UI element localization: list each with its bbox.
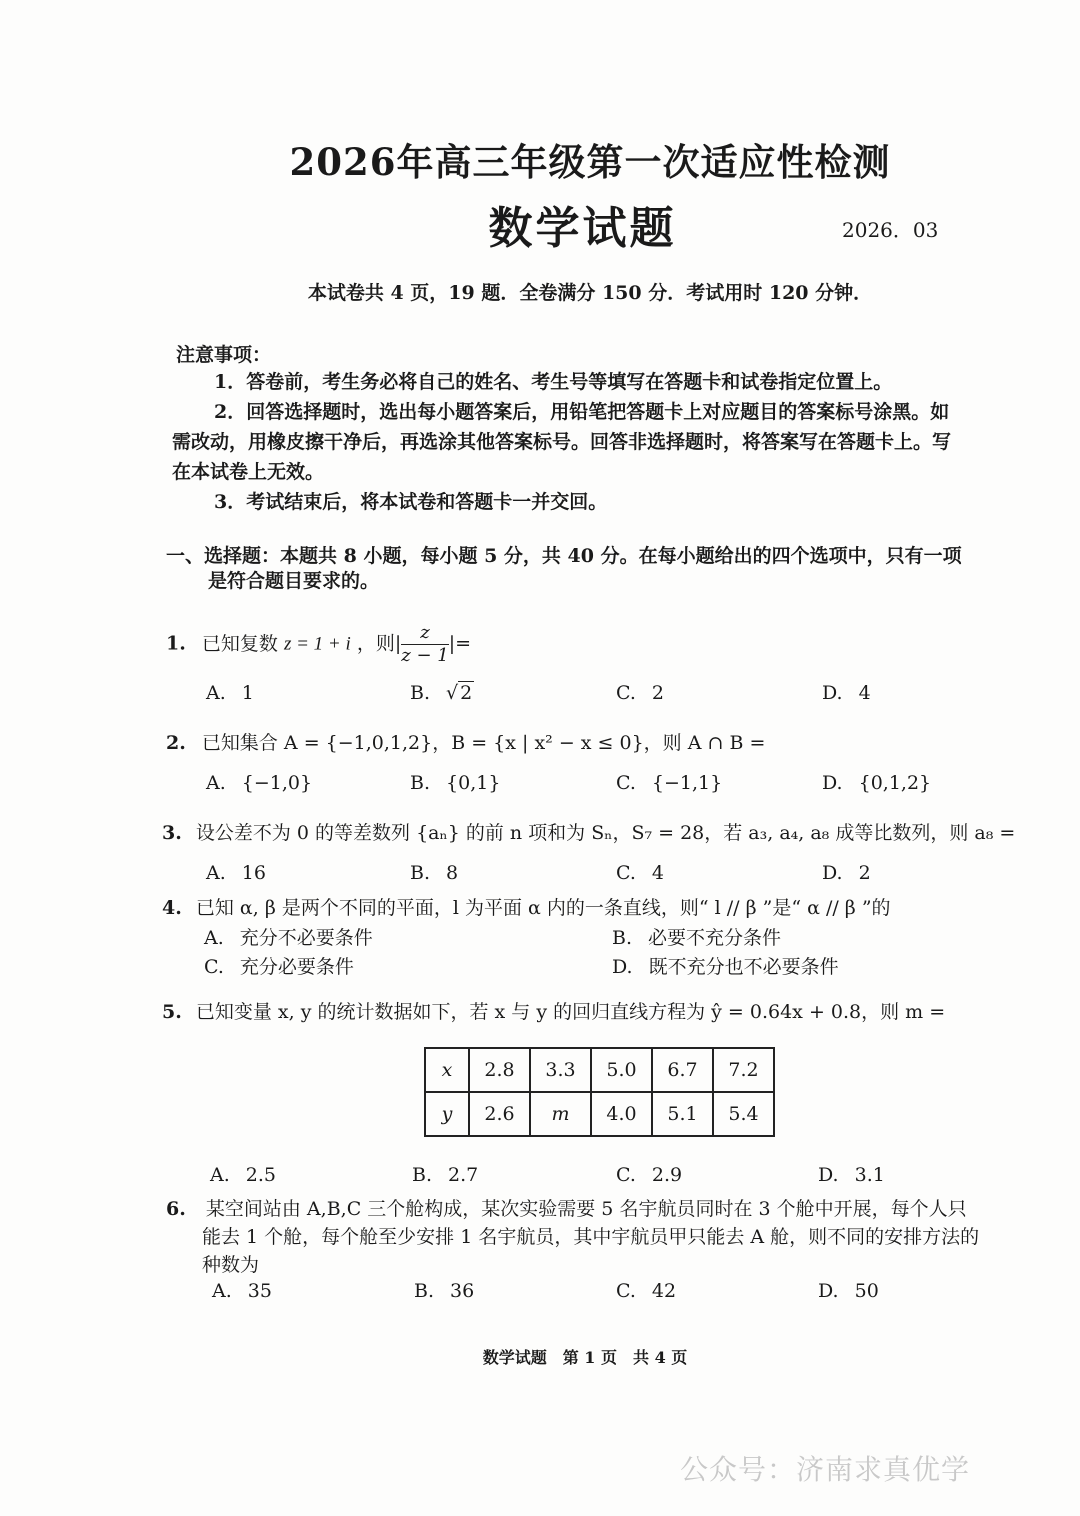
question-6-line2: 能去 1 个舱，每个舱至少安排 1 名宇航员，其中宇航员甲只能去 A 舱，则不同的安排方法的 <box>202 1226 980 1248</box>
q3-option-b: B. 8 <box>410 862 459 884</box>
question-5: 5. 已知变量 x, y 的统计数据如下，若 x 与 y 的回归直线方程为 ŷ = 0.64x + 0.8，则 m = <box>162 1001 946 1023</box>
q1-option-b: B. √ 2 <box>410 682 473 704</box>
notice-item-1: 1．答卷前，考生务必将自己的姓名、考生号等填写在答题卡和试卷指定位置上。 <box>214 371 893 393</box>
q3-option-c: C. 4 <box>616 862 664 884</box>
q6-option-c: C. 42 <box>616 1280 677 1302</box>
q4-option-d: D. 既不充分也不必要条件 <box>612 956 839 978</box>
q3-option-a: A. 16 <box>206 862 266 884</box>
table-cell: 6.7 <box>652 1048 713 1092</box>
notice-item-3: 3．考试结束后，将本试卷和答题卡一并交回。 <box>214 491 608 513</box>
question-6-line3: 种数为 <box>202 1254 260 1276</box>
fraction: $\frac{z}{z - 1}$ <box>401 622 449 666</box>
q1-option-d: D. 4 <box>822 682 871 704</box>
statistics-table <box>424 1047 775 1137</box>
q4-option-c: C. 充分必要条件 <box>204 956 354 978</box>
table-row <box>425 1092 774 1136</box>
q5-option-c: C. 2.9 <box>616 1164 683 1186</box>
table-cell: 2.8 <box>469 1048 530 1092</box>
q2-option-c: C. {−1,1} <box>616 772 723 794</box>
notice-item-2-line3: 在本试卷上无效。 <box>172 461 325 483</box>
q2-option-a: A. {−1,0} <box>206 772 313 794</box>
q6-option-b: B. 36 <box>414 1280 475 1302</box>
exam-subtitle: 数学试题 <box>488 203 677 254</box>
table-cell: 5.0 <box>591 1048 652 1092</box>
q4-option-a: A. 充分不必要条件 <box>204 927 373 949</box>
q6-option-a: A. 35 <box>212 1280 272 1302</box>
watermark: 公众号：济南求真优学 <box>680 1453 971 1486</box>
question-4: 4. 已知 α, β 是两个不同的平面，l 为平面 α 内的一条直线，则“ l // β ”是“ α // β ”的 <box>162 897 891 919</box>
section-heading: 一、选择题：本题共 8 小题，每小题 5 分，共 40 分。在每小题给出的四个选项中，只有一项 <box>166 545 962 567</box>
table-header-y: y <box>425 1092 469 1136</box>
notice-item-2-line1: 2．回答选择题时，选出每小题答案后，用铅笔把答题卡上对应题目的答案标号涂黑。如 <box>214 401 950 423</box>
exam-date: 2026．03 <box>842 218 939 242</box>
q6-option-d: D. 50 <box>818 1280 879 1302</box>
question-6: 6. 某空间站由 A,B,C 三个舱构成，某次实验需要 5 名宇航员同时在 3 个舱中开展，每个人只 <box>166 1198 967 1220</box>
q5-option-d: D. 3.1 <box>818 1164 885 1186</box>
q1-option-c: C. 2 <box>616 682 664 704</box>
q5-option-b: B. 2.7 <box>412 1164 479 1186</box>
page-footer: 数学试题 第 1 页 共 4 页 <box>482 1348 688 1367</box>
question-2: 2. 已知集合 A = {−1,0,1,2}，B = {x | x² − x ≤ 0}，则 A ∩ B = <box>166 732 766 754</box>
table-row <box>425 1048 774 1092</box>
q5-option-a: A. 2.5 <box>210 1164 276 1186</box>
question-3: 3. 设公差不为 0 的等差数列 {aₙ} 的前 n 项和为 Sₙ，S₇ = 28，若 a₃, a₄, a₈ 成等比数列，则 a₈ = <box>162 822 1016 844</box>
q1-option-a: A. 1 <box>206 682 254 704</box>
notice-item-2-line2: 需改动，用橡皮擦干净后，再选涂其他答案标号。回答非选择题时，将答案写在答题卡上。写 <box>172 431 952 453</box>
exam-title: 2026年高三年级第一次适应性检测 <box>289 140 891 184</box>
q4-option-b: B. 必要不充分条件 <box>612 927 782 949</box>
q2-option-d: D. {0,1,2} <box>822 772 932 794</box>
table-header-x: x <box>425 1048 469 1092</box>
table-cell: 4.0 <box>591 1092 652 1136</box>
notice-title: 注意事项： <box>176 344 272 366</box>
q3-option-d: D. 2 <box>822 862 871 884</box>
section-heading-cont: 是符合题目要求的。 <box>208 570 380 592</box>
table-cell: 3.3 <box>530 1048 591 1092</box>
q2-option-b: B. {0,1} <box>410 772 501 794</box>
question-1: 1. 已知复数 z = 1 + i ，则| $\frac{z}{z - 1}$ |= <box>166 622 472 666</box>
table-cell: 5.4 <box>713 1092 774 1136</box>
exam-info: 本试卷共 4 页，19 题．全卷满分 150 分．考试用时 120 分钟． <box>307 282 873 304</box>
table-cell: 7.2 <box>713 1048 774 1092</box>
table-cell: m <box>530 1092 591 1136</box>
table-cell: 5.1 <box>652 1092 713 1136</box>
table-cell: 2.6 <box>469 1092 530 1136</box>
